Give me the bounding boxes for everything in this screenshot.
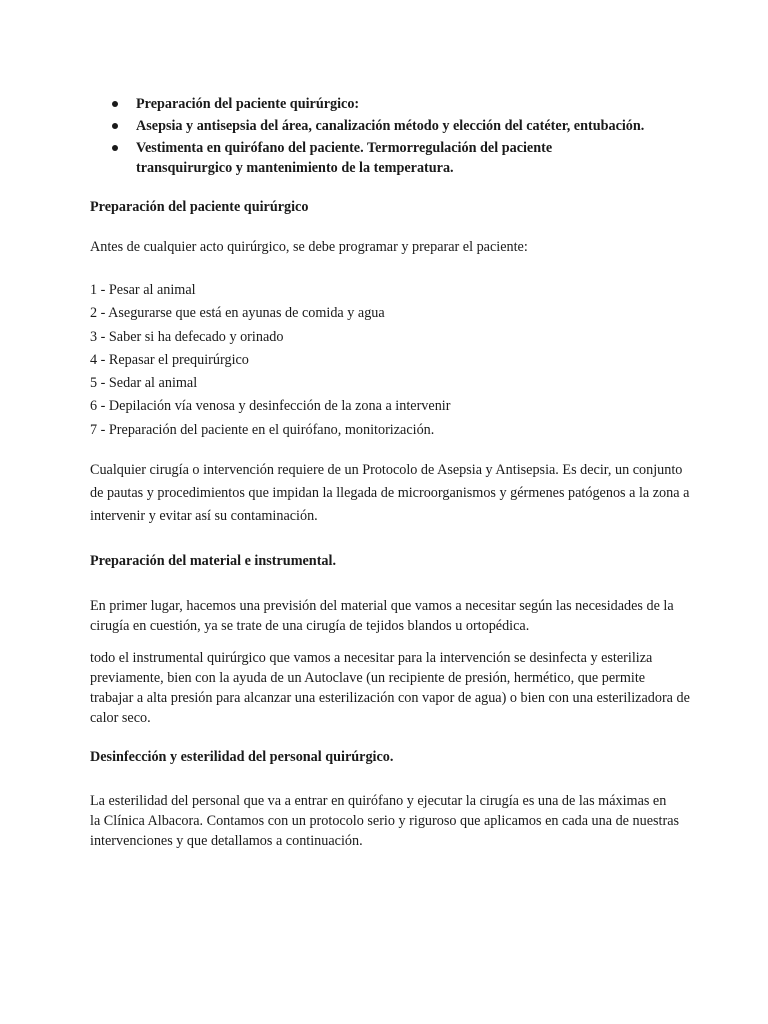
section-heading-patient-prep: Preparación del paciente quirúrgico xyxy=(90,199,309,215)
bullet-item xyxy=(90,138,606,178)
bullet-text: Vestimenta en quirófano del paciente. Termorregulación del paciente transquirurgico y mantenimiento de la temperatura. xyxy=(136,140,553,176)
bullet-item xyxy=(90,116,710,136)
bullet-dot-icon xyxy=(112,145,118,151)
asepsis-paragraph: Cualquier cirugía o intervención requiere de un Protocolo de Asepsia y Antisepsia. Es decir, un conjunto de pautas y procedimientos que impidan la llegada de microorganismos y gérmenes patógenos a la zona a intervenir y evitar así su contaminación. xyxy=(90,462,690,524)
step-item: 4 - Repasar el prequirúrgico xyxy=(90,351,249,368)
step-item: 2 - Asegurarse que está en ayunas de comida y agua xyxy=(90,305,385,322)
personnel-paragraph: La esterilidad del personal que va a entrar en quirófano y ejecutar la cirugía es una de las máximas en la Clínica Albacora. Contamos con un protocolo serio y riguroso que aplicamos en cada una de nuestras intervenciones y que detallamos a continuación. xyxy=(90,793,680,849)
step-item: 5 - Sedar al animal xyxy=(90,375,198,392)
step-item: 7 - Preparación del paciente en el quirófano, monitorización. xyxy=(90,421,435,438)
bullet-dot-icon xyxy=(112,101,118,107)
section-intro: Antes de cualquier acto quirúrgico, se debe programar y preparar el paciente: xyxy=(90,239,528,255)
topic-bullet-list xyxy=(90,94,710,180)
bullet-dot-icon xyxy=(112,123,118,129)
section-heading-personnel: Desinfección y esterilidad del personal quirúrgico. xyxy=(90,749,394,765)
section-heading-material: Preparación del material e instrumental. xyxy=(90,553,337,569)
material-paragraph-1: En primer lugar, hacemos una previsión del material que vamos a necesitar según las necesidades de la cirugía en cuestión, ya se trate de una cirugía de tejidos blandos u ortopédica. xyxy=(90,598,674,634)
bullet-item xyxy=(90,94,710,114)
step-item: 3 - Saber si ha defecado y orinado xyxy=(90,328,284,345)
prep-steps-list xyxy=(90,279,450,442)
step-item: 1 - Pesar al animal xyxy=(90,282,196,298)
step-item: 6 - Depilación vía venosa y desinfección de la zona a intervenir xyxy=(90,398,451,415)
bullet-text: Preparación del paciente quirúrgico: xyxy=(136,96,360,112)
material-paragraph-2: todo el instrumental quirúrgico que vamos a necesitar para la intervención se desinfecta y esteriliza previamente, bien con la ayuda de un Autoclave (un recipiente de presión, hermético, que permite trabajar a alta presión para alcanzar una esterilización con vapor de agua) o bien con una esterilizadora de calor seco. xyxy=(90,650,690,726)
bullet-text: Asepsia y antisepsia del área, canalización método y elección del catéter, entubación. xyxy=(136,118,645,134)
